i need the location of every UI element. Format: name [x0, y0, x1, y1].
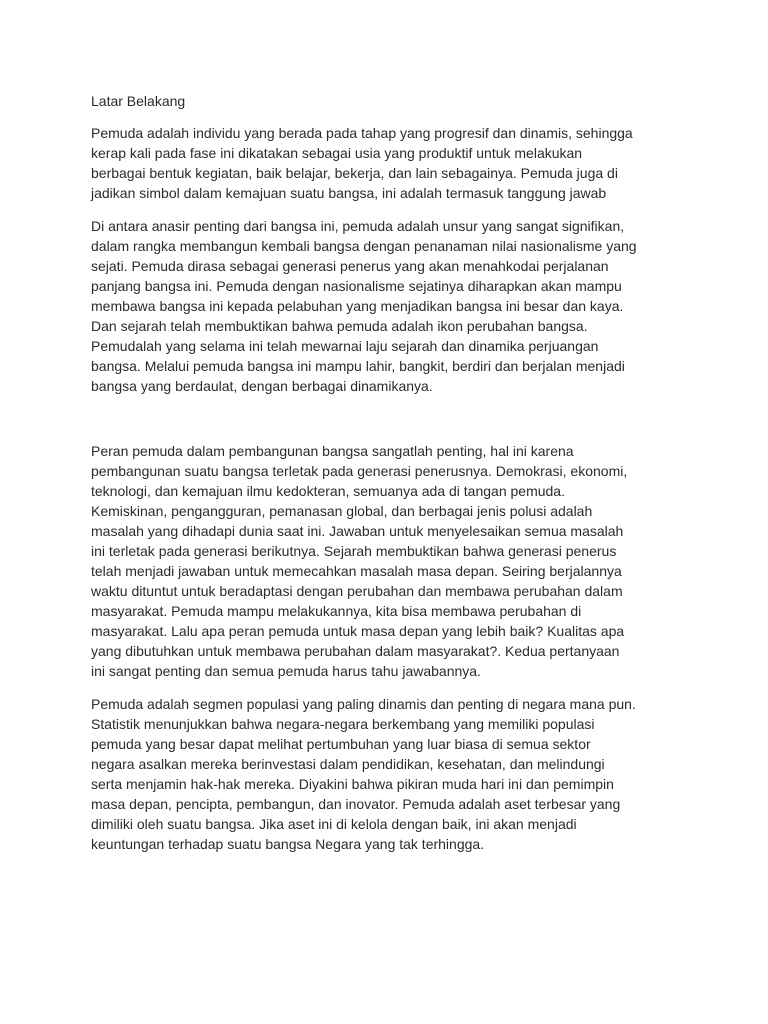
paragraph-line: berbagai bentuk kegiatan, baik belajar, bekerja, dan lain sebagainya. Pemuda juga di	[91, 165, 618, 181]
paragraph-line: masalah yang dihadapi dunia saat ini. Jawaban untuk menyelesaikan semua masalah	[91, 523, 624, 539]
paragraph-line: Pemuda adalah segmen populasi yang paling dinamis dan penting di negara mana pun.	[91, 696, 636, 712]
paragraph-line: pemuda yang besar dapat melihat pertumbuhan yang luar biasa di semua sektor	[91, 736, 591, 752]
blank-spacer	[91, 409, 691, 441]
paragraph-line: negara asalkan mereka berinvestasi dalam pendidikan, kesehatan, dan melindungi	[91, 756, 605, 772]
paragraph-line: dimiliki oleh suatu bangsa. Jika aset ini di kelola dengan baik, ini akan menjadi	[91, 816, 577, 832]
paragraph-line: waktu dituntut untuk beradaptasi dengan perubahan dan membawa perubahan dalam	[91, 583, 623, 599]
paragraph-line: Dan sejarah telah membuktikan bahwa pemuda adalah ikon perubahan bangsa.	[91, 318, 588, 334]
paragraph-line: telah menjadi jawaban untuk memecahkan masalah masa depan. Seiring berjalannya	[91, 563, 622, 579]
paragraph-line: teknologi, dan kemajuan ilmu kedokteran, semuanya ada di tangan pemuda.	[91, 483, 565, 499]
paragraph-line: Kemiskinan, pengangguran, pemanasan global, dan berbagai jenis polusi adalah	[91, 503, 593, 519]
paragraph-line: bangsa yang berdaulat, dengan berbagai dinamikanya.	[91, 378, 433, 394]
paragraph-line: membawa bangsa ini kepada pelabuhan yang menjadikan bangsa ini besar dan kaya.	[91, 298, 624, 314]
paragraph-2	[91, 216, 691, 396]
paragraph-line: keuntungan terhadap suatu bangsa Negara yang tak terhingga.	[91, 836, 485, 852]
paragraph-line: masyarakat. Pemuda mampu melakukannya, kita bisa membawa perubahan di	[91, 603, 582, 619]
paragraph-line: yang dibutuhkan untuk membawa perubahan dalam masyarakat?. Kedua pertanyaan	[91, 643, 620, 659]
paragraph-line: Statistik menunjukkan bahwa negara-negara berkembang yang memiliki populasi	[91, 716, 595, 732]
paragraph-line: Di antara anasir penting dari bangsa ini, pemuda adalah unsur yang sangat signifikan,	[91, 218, 625, 234]
paragraph-line: masyarakat. Lalu apa peran pemuda untuk masa depan yang lebih baik? Kualitas apa	[91, 623, 625, 639]
paragraph-line: serta menjamin hak-hak mereka. Diyakini bahwa pikiran muda hari ini dan pemimpin	[91, 776, 614, 792]
paragraph-line: masa depan, pencipta, pembangun, dan inovator. Pemuda adalah aset terbesar yang	[91, 796, 621, 812]
paragraph-line: Pemudalah yang selama ini telah mewarnai laju sejarah dan dinamika perjuangan	[91, 338, 599, 354]
document-body	[91, 91, 691, 867]
paragraph-line: ini sangat penting dan semua pemuda harus tahu jawabannya.	[91, 663, 481, 679]
paragraph-4	[91, 694, 691, 854]
paragraph-line: ini terletak pada generasi berikutnya. Sejarah membuktikan bahwa generasi penerus	[91, 543, 617, 559]
paragraph-line: bangsa. Melalui pemuda bangsa ini mampu lahir, bangkit, berdiri dan berjalan menjadi	[91, 358, 625, 374]
paragraph-1	[91, 123, 691, 203]
paragraph-line: Pemuda adalah individu yang berada pada tahap yang progresif dan dinamis, sehingga	[91, 125, 633, 141]
paragraph-line: pembangunan suatu bangsa terletak pada generasi penerusnya. Demokrasi, ekonomi,	[91, 463, 628, 479]
paragraph-line: dalam rangka membangun kembali bangsa dengan penanaman nilai nasionalisme yang	[91, 238, 637, 254]
paragraph-line: Peran pemuda dalam pembangunan bangsa sangatlah penting, hal ini karena	[91, 443, 574, 459]
paragraph-line: panjang bangsa ini. Pemuda dengan nasionalisme sejatinya diharapkan akan mampu	[91, 278, 622, 294]
paragraph-3	[91, 441, 691, 681]
paragraph-line: kerap kali pada fase ini dikatakan sebagai usia yang produktif untuk melakukan	[91, 145, 583, 161]
section-title: Latar Belakang	[91, 93, 186, 109]
paragraph-line: jadikan simbol dalam kemajuan suatu bangsa, ini adalah termasuk tanggung jawab	[91, 185, 607, 201]
paragraph-line: sejati. Pemuda dirasa sebagai generasi penerus yang akan menahkodai perjalanan	[91, 258, 609, 274]
